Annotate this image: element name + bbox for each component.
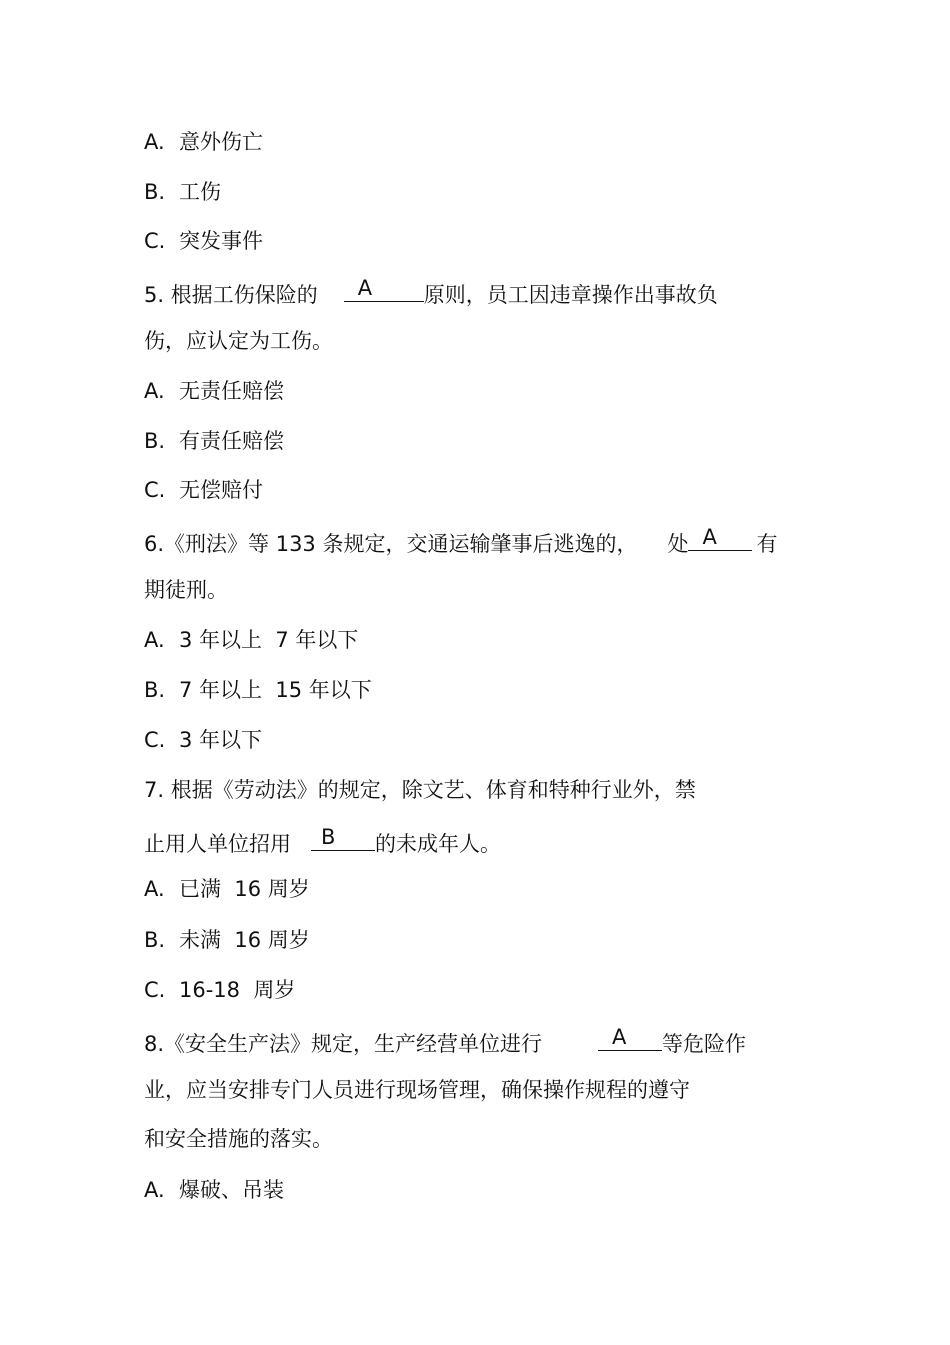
q6-answer: A [702, 525, 717, 549]
option-label: B. [144, 928, 166, 952]
q7-option-a [144, 871, 864, 907]
q4-option-b [144, 174, 864, 210]
option-label: B. [144, 180, 166, 204]
q8-stem-line3 [144, 1121, 864, 1157]
q5-answer-blank [344, 273, 424, 302]
option-label: C. [144, 478, 166, 502]
q8-stem-line3-text: 和安全措施的落实。 [144, 1127, 333, 1151]
option-text: 意外伤亡 [179, 130, 263, 154]
q5-option-a [144, 373, 864, 409]
q6-stem-line2 [144, 572, 864, 608]
q6-stem-mid: 处 [667, 532, 689, 556]
q5-stem-line2 [144, 323, 864, 359]
q5-stem-post: 原则，员工因违章操作出事故负 [423, 283, 718, 307]
q7-answer: B [321, 825, 336, 849]
q8-answer: A [612, 1025, 627, 1049]
q5-stem-pre: 5. 根据工伤保险的 [144, 283, 318, 307]
option-text: 爆破、吊装 [179, 1178, 284, 1202]
q5-answer: A [357, 276, 373, 300]
q6-answer-blank [688, 522, 752, 551]
q8-option-a [144, 1172, 864, 1208]
q5-option-b [144, 423, 864, 459]
option-text: 3 年以上 7 年以下 [179, 628, 359, 652]
option-label: C. [144, 978, 166, 1002]
q4-option-c [144, 223, 864, 259]
q6-stem-line2-text: 期徒刑。 [144, 578, 228, 602]
option-text: 16-18 周岁 [179, 978, 296, 1002]
q6-stem-pre: 6.《刑法》等 133 条规定，交通运输肇事后逃逸的， [144, 532, 638, 556]
q7-option-c [144, 972, 864, 1008]
q8-answer-blank [598, 1022, 662, 1051]
q6-option-b [144, 672, 864, 708]
option-label: A. [144, 130, 165, 154]
option-text: 无责任赔偿 [179, 379, 284, 403]
option-text: 7 年以上 15 年以下 [179, 678, 372, 702]
option-label: B. [144, 678, 166, 702]
option-text: 突发事件 [179, 229, 263, 253]
option-text: 无偿赔付 [179, 478, 263, 502]
option-label: A. [144, 628, 165, 652]
option-text: 已满 16 周岁 [179, 877, 310, 901]
q5-stem-line1 [144, 273, 864, 309]
q8-stem-line2-text: 业，应当安排专门人员进行现场管理，确保操作规程的遵守 [144, 1078, 690, 1102]
q7-stem-line2 [144, 822, 864, 858]
option-label: C. [144, 229, 166, 253]
q5-stem-line2-text: 伤，应认定为工伤。 [144, 329, 333, 353]
option-text: 未满 16 周岁 [179, 928, 310, 952]
option-text: 工伤 [179, 180, 221, 204]
option-label: A. [144, 379, 165, 403]
q5-option-c [144, 472, 864, 508]
q7-stem-pre: 止用人单位招用 [144, 832, 291, 856]
q8-stem-pre: 8.《安全生产法》规定，生产经营单位进行 [144, 1032, 543, 1056]
q8-stem-post: 等危险作 [662, 1032, 747, 1056]
option-label: B. [144, 429, 166, 453]
q6-option-a [144, 622, 864, 658]
q7-answer-blank [311, 822, 375, 851]
q4-option-a [144, 124, 864, 160]
q6-option-c [144, 722, 864, 758]
q7-stem-line1 [144, 772, 864, 808]
option-text: 3 年以下 [179, 728, 263, 752]
q7-stem-line1-text: 7. 根据《劳动法》的规定，除文艺、体育和特种行业外，禁 [144, 778, 696, 802]
q7-option-b [144, 922, 864, 958]
q6-stem-line1 [144, 522, 864, 558]
option-label: A. [144, 1178, 165, 1202]
q8-stem-line1 [144, 1022, 864, 1058]
q8-stem-line2 [144, 1072, 864, 1108]
q6-stem-post: 有 [756, 532, 778, 556]
option-label: A. [144, 877, 165, 901]
option-label: C. [144, 728, 166, 752]
option-text: 有责任赔偿 [179, 429, 284, 453]
q7-stem-post: 的未成年人。 [375, 832, 501, 856]
